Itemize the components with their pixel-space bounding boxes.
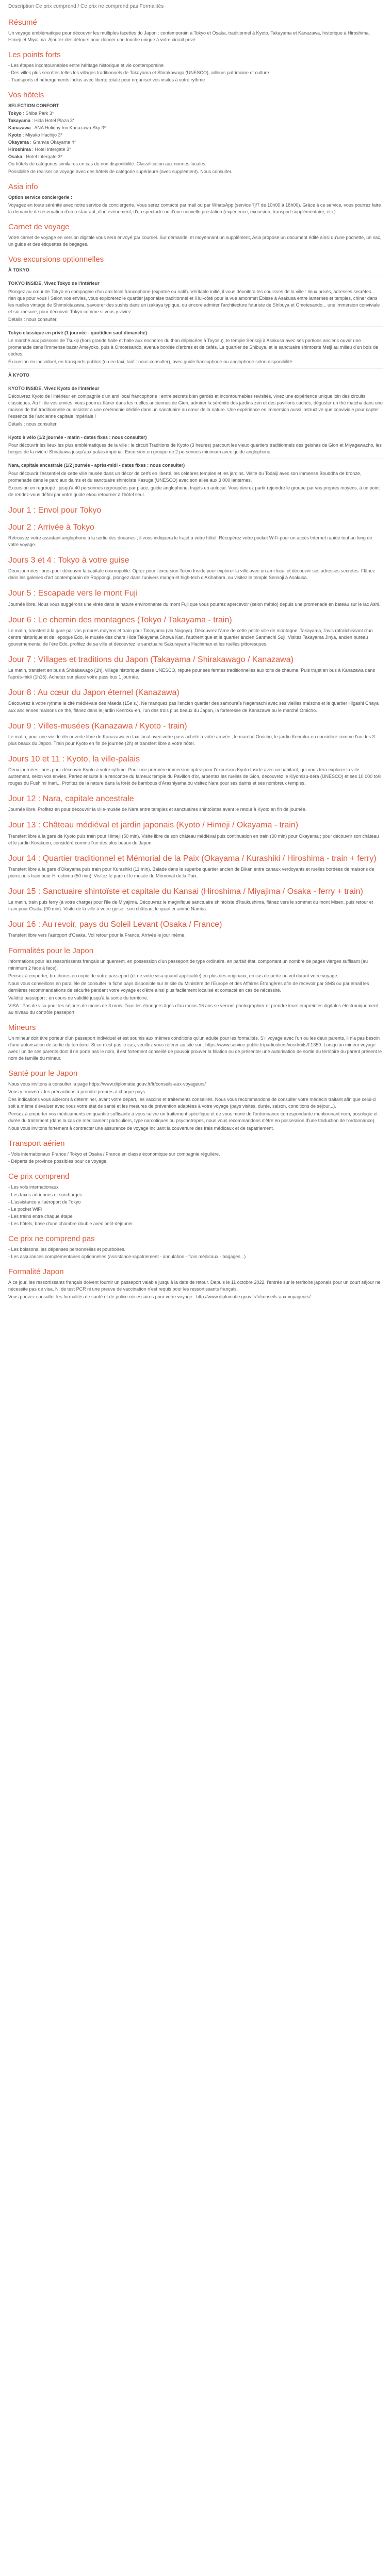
day-title: Jour 5 : Escapade vers le mont Fuji — [8, 589, 138, 598]
excursion-details: Détails : nous consulter. — [8, 316, 58, 322]
hotel-name: Miyako Hachijo 3* — [25, 132, 63, 138]
points-title: Les points forts — [8, 50, 61, 59]
point-item: - Des villes plus secrètes telles les villages traditionnels de Takayama et Shirakawago (UNESCO), ailleurs patrimoine et culture — [8, 70, 269, 75]
hotels-note: Possibilité de réaliser ce voyage avec des hôtels de catégorie supérieure (avec supplément). Nous consulter. — [8, 169, 233, 175]
excursion-details: Détails : nous consulter. — [8, 421, 58, 427]
formalites-text: Nous vous conseillons en parallèle de consulter la fiche pays disponible sur le site du Ministère de l'Europe et des Affaires Étrangères afin de recevoir par SMS ou par email les dernières recommandations de sécurité pendant votre voyage et d'être ainsi plus facilement localisé et contacté en cas de nécessité. — [8, 980, 369, 993]
sante-text: Pensez à emporter vos médicaments en quantité suffisante à vous suivre un traitement spécifique et de vous munir de l'ordonnance correspondante mentionnant nom, posologie et durée du traitement (dans la cas de médicament particuliers, type narcotiques ou psychotropes, nous vous recommandons d'être en possession d'une traduction de l'ordonnance). — [8, 1111, 378, 1124]
sante-text: Des indications vous aideront à déterminer, avant votre départ, les vaccins et traitements conseillés. Nous vous recommandons de consulter votre médecin traitant afin que celui-ci soit à même d'évaluer avec vous votre état de santé et les mesures de prévention adaptées à votre voyage (pays visités, durée, saison, conditions de séjour...). — [8, 1097, 377, 1109]
mineurs-text: Un mineur doit être porteur d'un passeport individuel et est soumis aux mêmes conditions qu'un adulte pour les formalités. S'il voyage avec l'un ou les deux parents, il n'a pas besoin d'une autorisation de sortie du territoire. Si ce n'est pas le cas, veuillez vous référer au site sur : https://www.service-public.fr/particuliers/vosdroits/F1359. Lorsqu'un mineur voyage avec l'un de ses parents dont il ne porte pas le nom, il est fortement conseillé de pouvoir prouver la filiation ou de présenter une autorisation de sortie du territoire du parent présent le nom de famille du mineur. — [8, 1035, 382, 1061]
points-section — [8, 50, 383, 83]
excursion-text: Plongez au cœur de Tokyo en compagnie d'un ami local francophone (expatrié ou natif). Véritable initié, il vous dévoilera les coulisses de la ville : lieux prisés, adresses secrètes... rien que pour vous ! Selon vos envies, vous explorerez le quartier japonaise traditionnel et il lui-côté pour la vue amonmet Ebisse à Asakusa entre lanternes et temples, chiner dans les ruelles vintage de Shimokitazawa, savourer des sushis dans un izakaya typique, ou encore admirer l'architecture futuriste de Shibuya et Omotesando... une immersion conviviale et sur mesure, pour découvrir Tokyo comme si vous y viviez. — [8, 289, 380, 314]
carnet-section — [8, 223, 383, 248]
excursion-name: TOKYO INSIDE, Vivez Tokyo de l'intérieur — [8, 281, 100, 286]
asia-info-text: Voyagez en toute sérénité avec notre service de conciergerie. Vous serez contacté par mail ou par WhatsApp (service 7j/7 de 10h00 à 18h00). Grâce à ce service, vous pourrez faire la demande de réservation d'un restaurant, d'un événement, d'un spectacle ou d'une nouvelle prestation (expérience, excursion, transport supplémentaire, etc.). — [8, 202, 381, 215]
hotel-name: Hotel Intergate 3* — [35, 147, 71, 152]
hotel-city: Hiroshima — [8, 147, 31, 152]
day-text: Transfert libre à la gare d'Okayama puis train pour Kurashiki (11 min). Balade dans le superbe quartier ancien de Bikan entre canaux verdoyants et ruelles bordées de maisons de pierre puis train pour Hiroshima (50 min). Visitez le parc et le musée du Mémorial de la Paix. — [8, 866, 374, 878]
sante-text: Vous y trouverez les précautions à prendre propres à chaque pays. — [8, 1089, 146, 1095]
hotel-city: Okayama — [8, 139, 29, 145]
day-title: Jour 13 : Château médiéval et jardin japonais (Kyoto / Himeji / Okayama - train) — [8, 821, 299, 830]
day-text: Deux journées libres pour découvrir Kyoto à votre rythme. Pour une première immersion optez pour l'excursion Kyoto Inside avec un habitant, qui vous fera explorer la ville autrement, selon vos envies. Partez ensuite à la rencontre du fameux temple du Pavillon d'or, arpentez les ruelles de Gion, découvrez le Kiyomizu-dera (UNESCO) et ses 10 000 torii rouges du Fushimi Inari... Profitez de la nature dans la forêt de bambous d'Arashiyama ou visitez Nara pour ses daims et ses nombreux temples. — [8, 767, 382, 786]
sante-text: Nous vous invitons fortement à contracter une assurance de voyage incluant la couverture des frais médicaux et de rapatriement. — [8, 1126, 274, 1131]
formalites-title: Formalités pour le Japon — [8, 946, 94, 955]
day-text: Retrouvez votre assistant anglophone à la sortie des douanes ; il vous indiquera le trajet à votre hôtel. Récupérez votre pocket WiFi pour un accès Internet rapide tout au long de votre voyage. — [8, 535, 372, 548]
hotel-item: Takayama : Hida Hotel Plaza 3* — [8, 117, 75, 123]
hotel-name: ANA Holiday Inn Kanazawa Sky 3* — [34, 125, 106, 130]
day-title: Jour 16 : Au revoir, pays du Soleil Levant (Osaka / France) — [8, 920, 222, 929]
day-text: Journée libre. Nous vous suggérons une virée dans la nature environnante du mont Fuji que vous pourrez apercevoir (selon météo) depuis une promenade en bateau sur le lac Ashi. — [8, 601, 381, 607]
transport-item: - Vols internationaux France / Tokyo et Osaka / France en classe économique sur compagnie régulière. — [8, 1151, 220, 1157]
excursion-name: Tokyo classique en privé (1 journée - quotidien sauf dimanche) — [8, 330, 147, 335]
excursion-name: Nara, capitale ancestrale (1/2 journée - après-midi - dates fixes : nous consulter) — [8, 463, 185, 468]
ne-comprend-item: - Les assurances complémentaires optionnelles (assistance-rapatriement - annulation - frais médicaux - bagages...) — [8, 1253, 246, 1259]
excursion-text: Le marché aux poissons de Tsukiji (hors grande halle et halle aux enchères du thon déplacées à Toyosu), le temple Sensoji à Asakusa avec ses portions anciens ouvrir une promenade dans l'immense bazar Ameyoko, puis à Omotesando, avenue bordée d'arbres et de cafés. Le quartier de Shibuya, et le sanctuaire shintoïste Meiji au milieu d'un bois de cèdres. — [8, 337, 379, 357]
day-text: Le matin, transfert à la gare par vos propres moyens et train pour Takayama (via Nagoya). Découvrez l'âme de cette petite ville de montagne. Takayama, l'avis rafraîchissant d'un centre historique et de l'époque Edo, le musée des chars Hida Takayama Showa Kan, l'authentique et le quartier ancien Sanmachi Suji. Visitez Takayama Jinya, ancien bureau gouvernemental de l'ère Edo, profitez de sa ville et découvrez le sanctuaire Sakurayama Hachiman et les ruelles pittoresques. — [8, 628, 373, 647]
hotels-section — [8, 91, 383, 175]
sante-section — [8, 1069, 383, 1132]
point-item: - Transports et hébergements inclus avec liberté totale pour organiser vos visites à votre rythme — [8, 77, 205, 82]
formalites-text: Validité passeport : en cours de validité jusqu'à la sortie du territoire. — [8, 995, 149, 1001]
formalite-japon-text: À ce jour, les ressortissants français doivent fournir un passeport valable jusqu'à la date de retour. Depuis le 11 octobre 2022, l'entrée sur le territoire japonais pour un court séjour ne nécessite pas de visa. Ni de test PCR ni une preuve de vaccination n'est requis pour les ressortissants français. — [8, 1279, 381, 1292]
top-navigation-text: Description Ce prix comprend / Ce prix ne comprend pas Formalités — [8, 4, 164, 9]
formalite-japon-title: Formalité Japon — [8, 1267, 64, 1276]
day-text: Le matin, train puis ferry (à votre charge) pour l'île de Miyajima. Découvrez le magnifique sanctuaire shintoïste d'Itsukushima, flânez vers le sommet du mont Misen, puis retour et train pour Osaka (90 min). Visite de la ville à votre guise : son château, le quartier animé Namba. — [8, 900, 373, 912]
hotel-item: Kanazawa : ANA Holiday Inn Kanazawa Sky 3* — [8, 125, 106, 130]
point-item: - Les étapes incontournables entre héritage historique et vie contemporaine — [8, 62, 164, 68]
day-title: Jour 2 : Arrivée à Tokyo — [8, 522, 94, 532]
hotels-note: Ou hôtels de catégories similaires en cas de non disponibilité. Classification aux normes locales. — [8, 161, 207, 167]
comprend-item: - Le pocket WiFi — [8, 1206, 42, 1212]
day-title: Jour 8 : Au cœur du Japon éternel (Kanazawa) — [8, 688, 180, 698]
excursion-city-label: À TOKYO — [8, 267, 29, 273]
day-text: Transfert libre vers l'aéroport d'Osaka. Vol retour pour la France. Arrivée le jour même. — [8, 933, 186, 938]
excursion-text: Pour découvrir les lieux les plus emblématiques de la ville : le circuit Traditions de Kyoto (3 heures) parcourt les vieux quartiers traditionnels des geishas de Gion et Miyagawacho, les berges de la rivière Shirakawa jusqu'aux palais impérial. Excursion en groupe de 2 personnes minimum avec guide anglophone. — [8, 443, 382, 455]
hotel-item: Hiroshima : Hotel Intergate 3* — [8, 147, 71, 152]
hotel-item: Osaka : Hotel Intergate 3* — [8, 154, 62, 160]
itinerary-section — [8, 505, 383, 939]
comprend-item: - L'assistance à l'aéroport de Tokyo — [8, 1199, 81, 1205]
hotels-title: Vos hôtels — [8, 90, 44, 99]
day-text: Journée libre. Profitez en pour découvrir la ville-musée de Nara entre temples et sanctuaires shintoïstes avant le retour à Kyoto en fin de journée. — [8, 807, 307, 812]
comprend-item: - Les vols internationaux — [8, 1184, 59, 1190]
sante-title: Santé pour le Japon — [8, 1069, 78, 1078]
excursion-name: Kyoto à vélo (1/2 journée - matin - dates fixes : nous consulter) — [8, 435, 147, 440]
excursions-title: Vos excursions optionnelles — [8, 255, 104, 264]
hotel-item: Kyoto : Miyako Hachijo 3* — [8, 132, 63, 138]
hotel-name: Shiba Park 3* — [25, 110, 54, 116]
mineurs-section — [8, 1023, 383, 1062]
asia-info-section — [8, 182, 383, 215]
formalite-japon-section — [8, 1267, 383, 1300]
day-title: Jours 3 et 4 : Tokyo à votre guise — [8, 556, 129, 565]
mineurs-title: Mineurs — [8, 1023, 36, 1032]
excursion-text: Découvrez Kyoto de l'intérieur en compagnie d'un ami local francophone : entre secrets bien gardés et incontournables revisités, vivez une expérience unique loin des circuits classiques. Au fil de vos envies, vous pourrez flâner dans les ruelles anciennes de Gion, admirer la sérénité des jardins zen et des pavillons cachés, déguster un thé matcha dans une maison de thé traditionnelle ou assister à une cérémonie dédiée dans un sanctuaire au cœur de la nature. Une expérience en immersion aussi instructive que conviviale pour capter l'essence de l'ancienne capitale impériale ! — [8, 394, 383, 419]
day-title: Jour 15 : Sanctuaire shintoïste et capitale du Kansai (Hiroshima / Miyajima / Osaka - ferry + train) — [8, 887, 363, 896]
excursion-text: Pour découvrir l'essentiel de cette ville musée dans un décor de cerfs en liberté, les célèbres temples et les jardins. Visite du Todaiji avec son immense Bouddha de bronze, promenade dans le parc aux daims et du sanctuaire shintoïste Kasuga (UNESCO) avec son allée aux 3 000 lanternes. — [8, 470, 362, 483]
hotel-city: Takayama — [8, 117, 30, 123]
comprend-item: - Les taxes aériennes et surcharges — [8, 1192, 83, 1197]
transport-title: Transport aérien — [8, 1139, 65, 1148]
day-text: Le matin, transfert en bus à Shirakawago (1h), village historique classé UNESCO, réputé pour ses fermes traditionnelles aux toits de chaume. Puis trajet en bus à Kanazawa dans l'après-midi (1h15). Achetez sur place votre pass bus 1 journée. — [8, 668, 375, 680]
day-text: Deux journées libres pour découvrir la capitale cosmopolite. Optez pour l'excursion Tokyo Inside pour explorer la ville avec un ami local et découvrir ses adresses secrètes. Flânez dans les galeries d'art contemporain de Roppongi, plongez dans l'univers manga et high-tech d'Akihabara, ou visitez le temple Sensoji à Asakusa. — [8, 568, 375, 581]
formalites-text: Pensez à emporter, brochures en copie de votre passeport (et de votre visa quand applicable) en plus des originaux, en cas de perte ou vol durant votre voyage. — [8, 973, 338, 978]
day-text: Le matin, pour une vie de découverte libre de Kanazawa en taxi local avec votre pass acheté à votre arrivée ; le marché Omicho, le jardin Kenroku-en considéré comme l'un des 3 plus beaux du Japon. Train pour Kyoto en fin de journée (2h) et transfert libre à votre hôtel. — [8, 734, 375, 746]
comprend-title: Ce prix comprend — [8, 1172, 70, 1181]
day-title: Jour 6 : Le chemin des montagnes (Tokyo / Takayama - train) — [8, 615, 232, 624]
day-title: Jour 12 : Nara, capitale ancestrale — [8, 794, 134, 804]
hotel-item: Okayama : Granvia Okayama 4* — [8, 139, 76, 145]
day-text: Transfert libre à la gare de Kyoto puis train pour Himeji (50 min). Visite libre de son château médiéval puis continuation en train (30 min) pour Okayama ; pour découvrir son château et le jardin Korakuen, considéré comme l'un des plus beaux du Japon. — [8, 833, 379, 845]
ne-comprend-item: - Les boissons, les dépenses personnelles et pourboires. — [8, 1246, 126, 1252]
hotel-city: Tokyo — [8, 110, 22, 116]
hotel-city: Kyoto — [8, 132, 22, 138]
divider — [8, 326, 383, 327]
hotel-name: Granvia Okayama 4* — [32, 139, 76, 145]
comprend-section — [8, 1172, 383, 1227]
day-title: Jour 1 : Envol pour Tokyo — [8, 505, 102, 515]
sante-text: Nous vous invitons à consulter la page https://www.diplomatie.gouv.fr/fr/conseils-aux-voyageurs/ — [8, 1081, 206, 1087]
formalites-text: Informations pour les ressortissants français uniquement, en possession d'un passeport de type ordinaire, en parfait état, comportant un nombre de pages vierges suffisant (au minimum 2 face à face). — [8, 958, 368, 971]
carnet-text: Votre carnet de voyage en version digitale vous sera envoyé par courriel. Sur demande, et moyennant un supplément, Asia propose un document édité ainsi qu'une pochette, un sac, un guide et des étiquettes de bagages. — [8, 235, 382, 247]
day-title: Jour 14 : Quartier traditionnel et Mémorial de la Paix (Okayama / Kurashiki / Hiroshima - train + ferry) — [8, 854, 377, 863]
comprend-item: - Les trains entre chaque étape — [8, 1213, 73, 1219]
comprend-item: - Les hôtels, base d'une chambre double avec petit-déjeuner — [8, 1221, 133, 1226]
hotel-city: Osaka — [8, 154, 23, 160]
excursions-section — [8, 255, 383, 498]
ne-comprend-section — [8, 1234, 383, 1260]
hotel-item: Tokyo : Shiba Park 3* — [8, 110, 54, 116]
day-title: Jour 7 : Villages et traditions du Japon (Takayama / Shirakawago / Kanazawa) — [8, 655, 294, 665]
day-title: Jour 9 : Villes-musées (Kanazawa / Kyoto - train) — [8, 721, 187, 731]
hotels-selection: SELECTION CONFORT — [8, 103, 59, 108]
day-text: Découvrez à votre rythme la cité médiévale des Maeda (15e s.). Ne manquez pas l'ancien quartier des samouraïs Nagamachi avec ses vieilles maisons et le quartier Higashi Chaya aux anciennes maisons de thé, flânez dans le jardin Kenroku-en, l'un des trois plus beaux du Japon, la forteresse de Kanazawa ou le marché Omicho. — [8, 701, 379, 713]
hotel-name: Hida Hotel Plaza 3* — [34, 117, 75, 123]
day-title: Jours 10 et 11 : Kyoto, la ville-palais — [8, 754, 140, 764]
asia-info-option: Option service conciergerie : — [8, 195, 73, 200]
asia-info-title: Asia info — [8, 182, 38, 192]
formalite-japon-text: Vous pouvez consulter les formalités de santé et de police nécessaires pour votre voyage : http://www.diplomatie.gouv.fr/fr/conseils-aux-voyageurs/ — [8, 1294, 311, 1299]
resume-section — [8, 18, 383, 43]
divider — [8, 368, 383, 369]
formalites-section — [8, 946, 383, 1016]
ne-comprend-title: Ce prix ne comprend pas — [8, 1234, 95, 1243]
excursion-name: KYOTO INSIDE, Vivez Kyoto de l'intérieur — [8, 386, 100, 392]
hotel-city: Kanazawa — [8, 125, 31, 130]
transport-section — [8, 1139, 383, 1165]
formalites-text: VISA : Pas de visa pour les séjours de moins de 3 mois. Tous les étrangers âgés d'au moins 16 ans se verront photographier et prendre leurs empreintes digitales électroniquement au niveau du contrôle passeport. — [8, 1003, 378, 1015]
excursion-text: Excursion en individuel, en transports publics (ou en taxi, tarif : nous consulter), avec guide francophone ou anglophone selon disponibilité. — [8, 359, 294, 364]
carnet-title: Carnet de voyage — [8, 223, 70, 232]
transport-item: - Départs de province possibles pour ce voyage. — [8, 1159, 108, 1164]
hotel-name: Hotel Intergate 3* — [26, 154, 62, 160]
excursion-city-label: À KYOTO — [8, 372, 29, 378]
excursion-text: Excursion en regroupé : jusqu'à 40 personnes regroupées par place, guide anglophone, trajets en autocar. Vous devrez partir rejoindre le groupe par vos propres moyens, à un point de rendez-vous défini par votre guide et/ou retourner à l'hôtel seul. — [8, 485, 380, 497]
resume-text: Un voyage emblématique pour découvrir les multiples facettes du Japon : contemporain à Tokyo et Osaka, traditionnel à Kyoto, Takayama et Kanazawa, historique à Hiroshima, Himeji et Miyajima. Ajoutez des détours pour donner une touche unique à votre circuit privé. — [8, 30, 370, 42]
resume-title: Résumé — [8, 18, 37, 27]
